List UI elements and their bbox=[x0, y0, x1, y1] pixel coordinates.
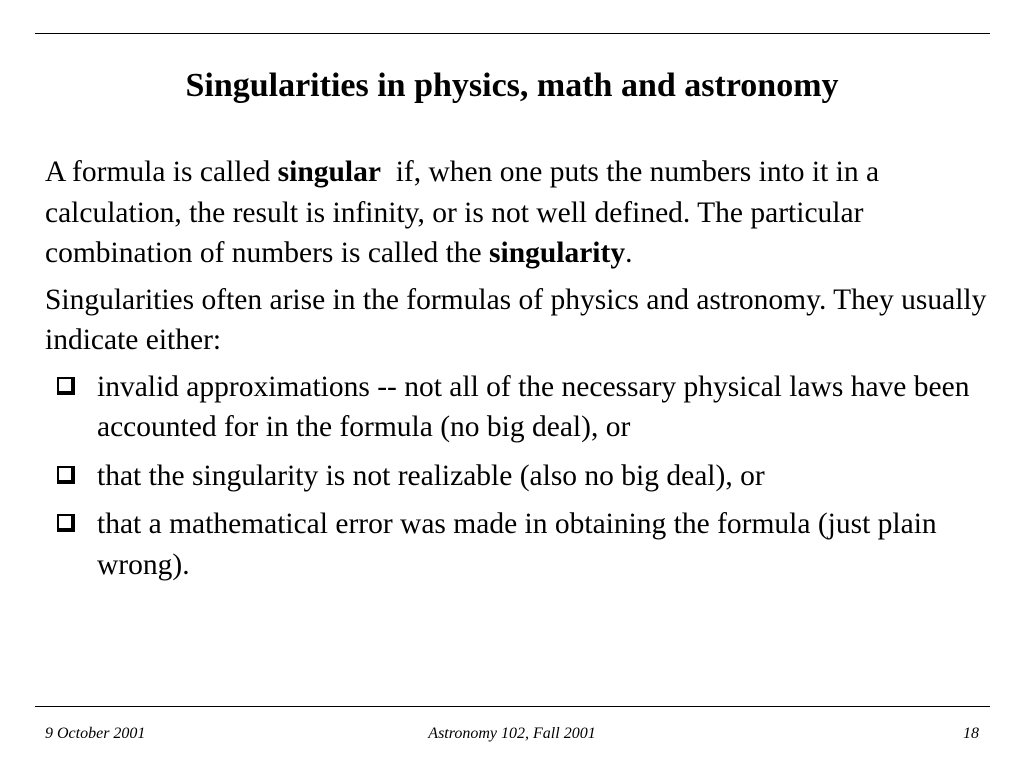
bullet-list bbox=[45, 367, 990, 586]
slide-body bbox=[45, 152, 990, 593]
list-item bbox=[45, 504, 990, 585]
definition-text-1: A formula is called bbox=[45, 156, 278, 188]
definition-paragraph bbox=[45, 152, 990, 274]
bottom-rule bbox=[35, 706, 990, 707]
list-item bbox=[45, 367, 990, 448]
bullet-text: that a mathematical error was made in obtaining the formula (just plain wrong). bbox=[97, 508, 937, 581]
bullet-text: invalid approximations -- not all of the necessary physical laws have been accounted for in the formula (no big deal), or bbox=[97, 370, 970, 443]
hollow-square-bullet-icon bbox=[57, 466, 75, 484]
hollow-square-bullet-icon bbox=[57, 377, 75, 395]
top-rule bbox=[35, 33, 990, 34]
term-singularity: singularity bbox=[489, 237, 626, 269]
footer-course: Astronomy 102, Fall 2001 bbox=[428, 725, 596, 742]
footer-date: 9 October 2001 bbox=[45, 725, 146, 742]
definition-text-3: . bbox=[625, 237, 633, 269]
bullet-text: that the singularity is not realizable (also no big deal), or bbox=[97, 459, 765, 492]
list-item bbox=[45, 456, 990, 497]
hollow-square-bullet-icon bbox=[57, 514, 75, 532]
footer-page-number: 18 bbox=[963, 725, 979, 742]
definition-text-2: if, when one puts the numbers into it in a calculation, the result is infinity, or is not well defined. The particular combination of numbers is called the bbox=[45, 156, 887, 269]
intro-paragraph: Singularities often arise in the formulas of physics and astronomy. They usually indicate either: bbox=[45, 283, 987, 356]
slide-title: Singularities in physics, math and astronomy bbox=[185, 67, 839, 104]
term-singular: singular bbox=[277, 156, 381, 188]
